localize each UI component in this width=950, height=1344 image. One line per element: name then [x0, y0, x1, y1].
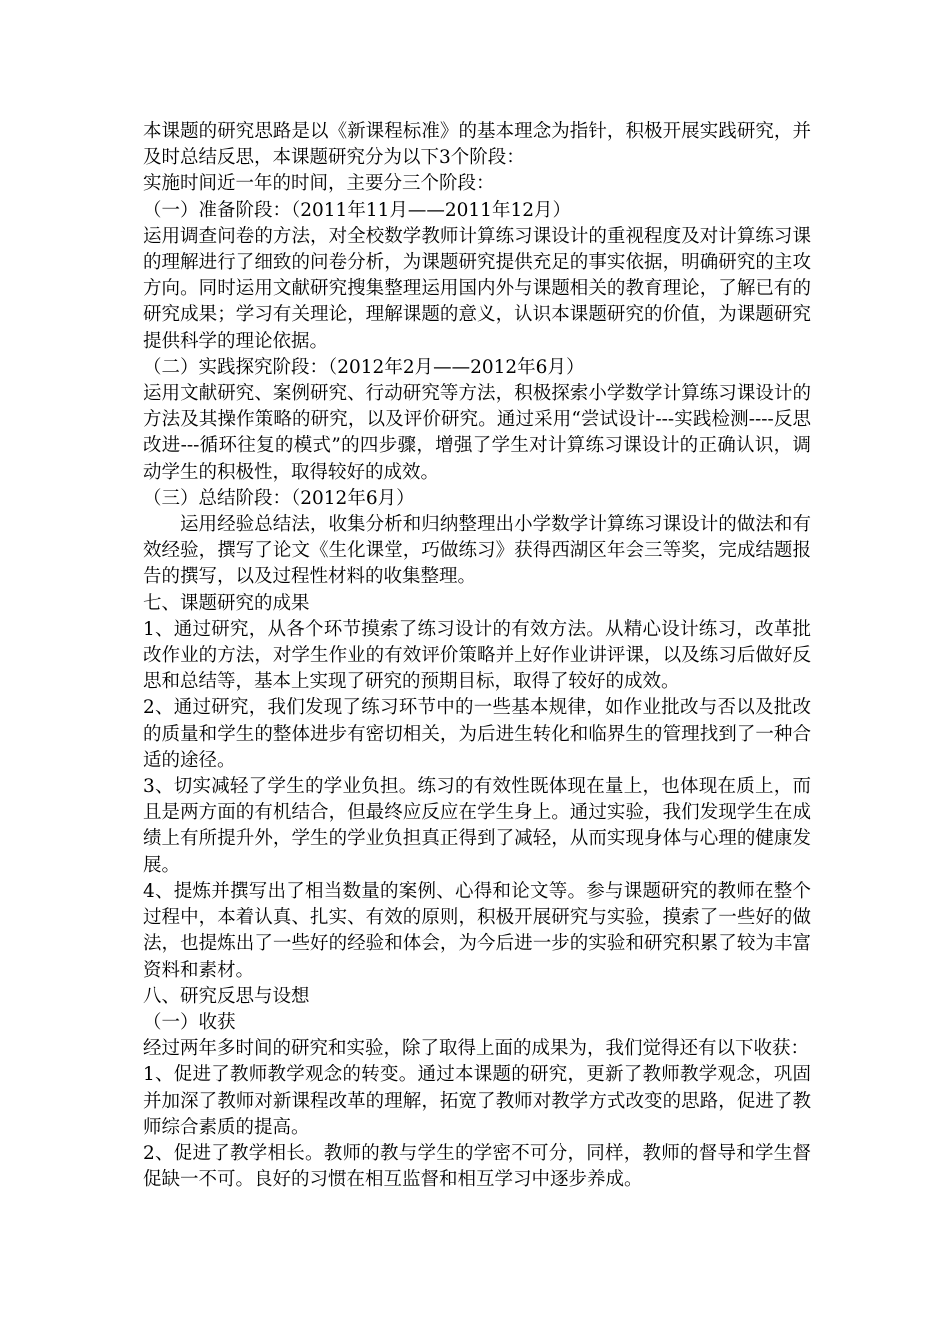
paragraph-stage-summary: 运用经验总结法，收集分析和归纳整理出小学数学计算练习课设计的做法和有效经验，撰写了论文《生化课堂，巧做练习》获得西湖区年会三等奖，完成结题报告的撰写，以及过程性材料的收集整理。: [143, 514, 811, 588]
paragraph-stage-preparation: 运用调查问卷的方法，对全校数学教师计算练习课设计的重视程度及对计算练习课的理解进行了细致的问卷分析，为课题研究提供充足的事实依据，明确研究的主攻方向。同时运用文献研究搜集整理运用国内外与课题相关的教育理论，了解已有的研究成果；学习有关理论，理解课题的意义，认识本课题研究的价值，为课题研究提供科学的理论依据。: [143, 225, 811, 352]
heading-stage-practice: （二）实践探究阶段：（2012年2月——2012年6月）: [143, 356, 585, 378]
result-item-3: 3、切实减轻了学生的学业负担。练习的有效性既体现在量上，也体现在质上，而且是两方面的有机结合，但最终应反应在学生身上。通过实验，我们发现学生在成绩上有所提升外，学生的学业负担真正得到了减轻，从而实现身体与心理的健康发展。: [143, 776, 811, 876]
paragraph-stage-practice: 运用文献研究、案例研究、行动研究等方法，积极探索小学数学计算练习课设计的方法及其操作策略的研究，以及评价研究。通过采用“尝试设计---实践检测----反思改进---循环往复的模式”的四步骤，增强了学生对计算练习课设计的正确认识，调动学生的积极性，取得较好的成效。: [143, 383, 811, 483]
subheading-gains: （一）收获: [143, 1011, 236, 1033]
document-page: [143, 119, 811, 1193]
result-item-2: 2、通过研究，我们发现了练习环节中的一些基本规律，如作业批改与否以及批改的质量和学生的整体进步有密切相关，为后进生转化和临界生的管理找到了一种合适的途径。: [143, 697, 811, 771]
paragraph-implementation-time: 实施时间近一年的时间，主要分三个阶段：: [143, 173, 495, 195]
result-item-4: 4、提炼并撰写出了相当数量的案例、心得和论文等。参与课题研究的教师在整个过程中，本着认真、扎实、有效的原则，积极开展研究与实验，摸索了一些好的做法，也提炼出了一些好的经验和体会，为今后进一步的实验和研究积累了较为丰富资料和素材。: [143, 880, 811, 981]
section-heading-reflection: 八、研究反思与设想: [143, 985, 310, 1007]
section-heading-results: 七、课题研究的成果: [143, 592, 310, 614]
gain-item-2: 2、促进了教学相长。教师的教与学生的学密不可分，同样，教师的督导和学生督促缺一不可。良好的习惯在相互监督和相互学习中逐步养成。: [143, 1142, 811, 1191]
paragraph-gains-intro: 经过两年多时间的研究和实验，除了取得上面的成果为，我们觉得还有以下收获：: [143, 1038, 810, 1060]
heading-stage-summary: （三）总结阶段：（2012年6月）: [143, 487, 415, 509]
gain-item-1: 1、促进了教师教学观念的转变。通过本课题的研究，更新了教师教学观念，巩固并加深了教师对新课程改革的理解，拓宽了教师对教学方式改变的思路，促进了教师综合素质的提高。: [143, 1064, 811, 1138]
paragraph-research-approach: 本课题的研究思路是以《新课程标准》的基本理念为指针，积极开展实践研究，并及时总结反思，本课题研究分为以下3个阶段：: [143, 121, 811, 169]
heading-stage-preparation: （一）准备阶段：（2011年11月——2011年12月）: [143, 199, 571, 221]
result-item-1: 1、通过研究，从各个环节摸索了练习设计的有效方法。从精心设计练习，改革批改作业的方法，对学生作业的有效评价策略并上好作业讲评课，以及练习后做好反思和总结等，基本上实现了研究的预期目标，取得了较好的成效。: [143, 618, 811, 693]
